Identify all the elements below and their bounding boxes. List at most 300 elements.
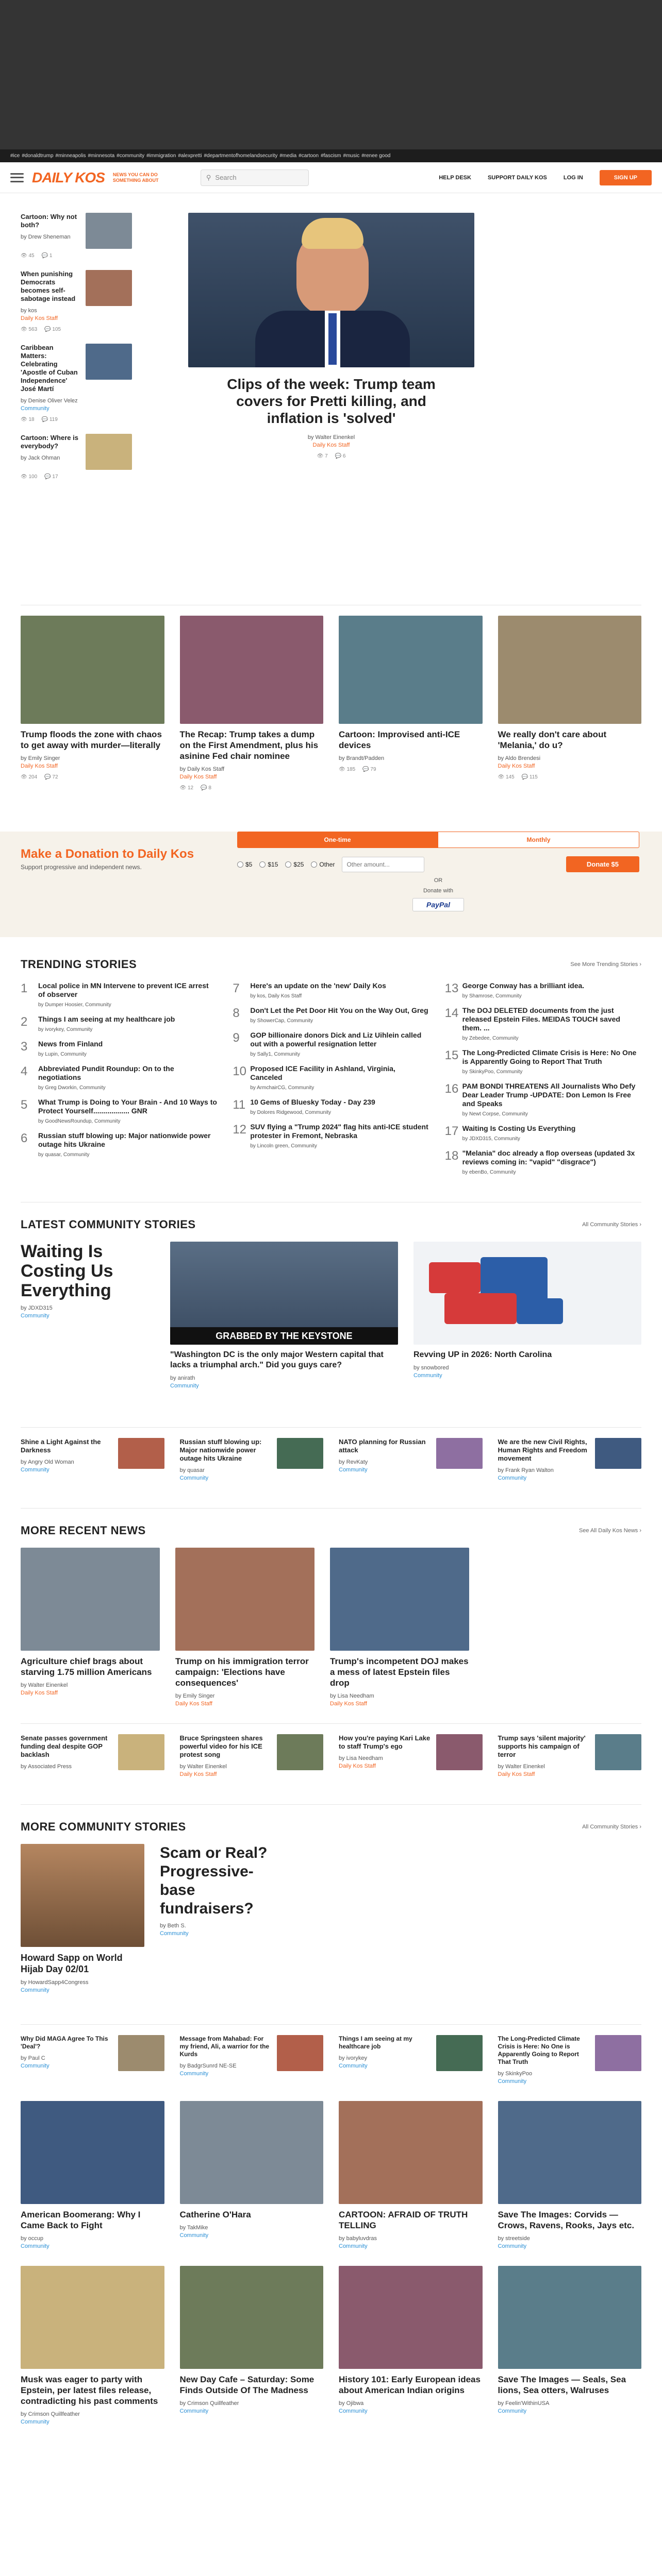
more-grid-story-title[interactable]: Catherine O'Hara	[179, 2210, 251, 2219]
trending-item-byline[interactable]: by Dumper Hoosier, Community	[38, 1002, 111, 1008]
search-input[interactable]	[201, 170, 309, 186]
left-story-author[interactable]: by Jack Ohman	[21, 455, 60, 461]
latest-small-story-image[interactable]	[595, 1438, 641, 1469]
row2-story-group[interactable]: Daily Kos Staff	[21, 763, 58, 769]
recent-small-story-image[interactable]	[595, 1734, 641, 1770]
left-story-title[interactable]: Cartoon: Why not both?	[21, 213, 77, 229]
trending-item-title[interactable]: Abbreviated Pundit Roundup: On to the negotiations	[38, 1064, 174, 1081]
more-grid-story-author[interactable]: by TakMike	[179, 2225, 208, 2231]
recent-story-title[interactable]: Trump's incompetent DOJ makes a mess of latest Epstein files drop	[330, 1656, 469, 1688]
left-story-image[interactable]	[86, 344, 132, 380]
more-grid-story[interactable]	[339, 2101, 483, 2250]
trending-see-all[interactable]: See More Trending Stories ›	[570, 961, 641, 968]
trending-item-byline[interactable]: by Lincoln green, Community	[250, 1143, 317, 1149]
trending-item[interactable]	[233, 981, 429, 1000]
paypal-button[interactable]: PayPal	[412, 898, 464, 911]
recent-story-title[interactable]: Trump on his immigration terror campaign: 'Elections have consequences'	[175, 1656, 309, 1688]
latest-mid-group[interactable]: Community	[170, 1383, 199, 1389]
trending-item-title[interactable]: SUV flying a "Trump 2024" flag hits anti-ICE student protester in Fremont, Nebraska	[250, 1123, 428, 1140]
more-grid-story-group[interactable]: Community	[21, 2419, 49, 2425]
latest-small-story-author[interactable]: by RevKaty	[339, 1459, 368, 1465]
comments-icon[interactable]: 💬 1	[41, 253, 53, 259]
trending-item-byline[interactable]: by Newt Corpse, Community	[462, 1111, 528, 1117]
radio-icon[interactable]	[237, 861, 243, 868]
more-grid-story-byline	[180, 2224, 324, 2240]
trending-item-byline[interactable]: by Lupin, Community	[38, 1052, 87, 1057]
monthly-tab[interactable]: Monthly	[438, 832, 639, 848]
recent-story-title[interactable]: Agriculture chief brags about starving 1.75 million Americans	[21, 1656, 152, 1677]
recent-small-story-image[interactable]	[277, 1734, 323, 1770]
more-list-story-author[interactable]: by Paul C	[21, 2055, 45, 2061]
more-grid-story-title[interactable]: Save The Images — Seals, Sea lions, Sea otters, Walruses	[498, 2375, 626, 2395]
trending-item[interactable]	[445, 981, 641, 1000]
row2-story-title[interactable]: Cartoon: Improvised anti-ICE devices	[339, 730, 460, 750]
more-grid-story[interactable]	[180, 2266, 324, 2426]
trending-item-byline[interactable]: by ivorykey, Community	[38, 1027, 93, 1032]
latest-small-story-byline	[339, 1459, 431, 1474]
recent-small-story-title[interactable]: How you're paying Kari Lake to staff Trump's ego	[339, 1734, 431, 1750]
trending-item-title[interactable]: What Trump is Doing to Your Brain - And 10 Ways to Protect Yourself.................. GNR	[38, 1098, 217, 1115]
trending-item-title[interactable]: Things I am seeing at my healthcare job	[38, 1015, 175, 1023]
row2-story-author[interactable]: by Brandt/Padden	[339, 755, 385, 761]
trending-item-title[interactable]: Local police in MN Intervene to prevent ICE arrest of observer	[38, 981, 209, 998]
recent-small-story-group[interactable]: Daily Kos Staff	[179, 1771, 217, 1777]
comments-icon[interactable]: 💬 17	[44, 474, 58, 480]
left-story-title[interactable]: When punishing Democrats becomes self-sabotage instead	[21, 270, 76, 302]
more-grid-story-author[interactable]: by occup	[21, 2235, 44, 2242]
donate-button[interactable]: Donate $5	[566, 856, 639, 872]
more-list-story-image[interactable]	[436, 2035, 483, 2071]
trending-item[interactable]	[21, 981, 217, 1009]
latest-small-story-title[interactable]: Shine a Light Against the Darkness	[21, 1438, 101, 1454]
trending-item-byline[interactable]: by Dolores Ridgewood, Community	[250, 1110, 332, 1115]
tag-link[interactable]: #alexpretti	[178, 153, 202, 159]
trending-column	[445, 981, 641, 1176]
row2-story-title[interactable]: We really don't care about 'Melania,' do u?	[498, 730, 607, 750]
amount-option[interactable]: $25	[285, 861, 304, 868]
more-grid-story-byline	[498, 2400, 642, 2415]
latest-small-story-group[interactable]: Community	[498, 1475, 527, 1481]
more-list-story[interactable]	[180, 2035, 324, 2086]
left-story[interactable]	[21, 434, 132, 480]
more-feature[interactable]	[21, 1844, 144, 2009]
more-list-story-image[interactable]	[277, 2035, 323, 2071]
recent-small-story-byline	[498, 1763, 590, 1778]
more-list-story-author[interactable]: by BadgrSunrd NE-SE	[179, 2063, 237, 2069]
recent-small-story-author[interactable]: by Walter Einenkel	[179, 1764, 227, 1770]
comments-icon[interactable]: 💬 115	[521, 774, 538, 780]
more-grid-story-byline	[21, 2411, 164, 2426]
latest-right-author[interactable]: by snowbored	[413, 1365, 449, 1371]
more-list-story-author[interactable]: by SkinkyPoo	[498, 2071, 533, 2077]
recent-story[interactable]	[175, 1548, 315, 1708]
row2-story-group[interactable]: Daily Kos Staff	[179, 774, 217, 780]
amount-option[interactable]: Other	[311, 861, 335, 868]
more-grid-story[interactable]	[21, 2266, 164, 2426]
more-list-story-title[interactable]: Message from Mahabad: For my friend, Ali, a warrior for the Kurds	[179, 2035, 270, 2058]
latest-small-story-byline	[180, 1467, 272, 1482]
latest-feature-title[interactable]: Waiting Is Costing Us Everything	[21, 1242, 113, 1300]
more-grid-story-group[interactable]: Community	[21, 2243, 49, 2249]
trending-item[interactable]	[445, 1124, 641, 1143]
trending-item-byline[interactable]: by Zebedee, Community	[462, 1036, 519, 1041]
left-story-image[interactable]	[86, 434, 132, 470]
more-grid-story-author[interactable]: by Crimson Quillfeather	[21, 2411, 80, 2417]
row2-story-group[interactable]: Daily Kos Staff	[498, 763, 535, 769]
latest-small-story-author[interactable]: by quasar	[179, 1467, 205, 1473]
more-grid-story-group[interactable]: Community	[498, 2408, 527, 2414]
left-story-group[interactable]: Community	[21, 405, 49, 412]
more-grid-story-title[interactable]: American Boomerang: Why I Came Back to Fight	[21, 2210, 141, 2230]
more-grid-story-image[interactable]	[21, 2266, 164, 2369]
trending-item[interactable]	[21, 1098, 217, 1125]
more-grid-story-title[interactable]: CARTOON: AFRAID OF TRUTH TELLING	[339, 2210, 468, 2230]
latest-small-story-image[interactable]	[118, 1438, 164, 1469]
trending-item[interactable]	[233, 1098, 429, 1116]
trending-item-byline[interactable]: by ebenBo, Community	[462, 1170, 516, 1175]
more-feature-author[interactable]: by HowardSapp4Congress	[21, 1979, 89, 1986]
latest-right-group[interactable]: Community	[413, 1372, 442, 1379]
more-grid-story-author[interactable]: by Ojibwa	[339, 2400, 364, 2406]
recent-story[interactable]	[21, 1548, 160, 1708]
more-grid-story-group[interactable]: Community	[339, 2408, 368, 2414]
latest-small-story[interactable]	[498, 1438, 642, 1482]
trending-item-title[interactable]: GOP billionaire donors Dick and Liz Uihlein called out with a powerful resignation letter	[250, 1031, 422, 1048]
trending-item-title[interactable]: The DOJ DELETED documents from the just released Epstein Files. MEIDAS TOUCH saved them. ...	[462, 1006, 620, 1032]
latest-small-story-group[interactable]: Community	[179, 1475, 209, 1481]
donation-subtitle: Support progressive and independent news.	[21, 863, 142, 871]
recent-small-story-author[interactable]: by Walter Einenkel	[498, 1764, 545, 1770]
more-grid-story-image[interactable]	[21, 2101, 164, 2204]
more-list-story-group[interactable]: Community	[21, 2063, 49, 2069]
site-logo[interactable]: DAILY KOS	[32, 169, 105, 185]
trending-item[interactable]	[21, 1040, 217, 1058]
trending-item[interactable]	[445, 1048, 641, 1076]
latest-small-story-group[interactable]: Community	[339, 1467, 368, 1473]
more-grid-story-author[interactable]: by Feelin'WithinUSA	[498, 2400, 550, 2406]
signup-button[interactable]: SIGN UP	[600, 170, 652, 185]
trending-item[interactable]	[233, 1006, 429, 1025]
recent-small-story-image[interactable]	[118, 1734, 164, 1770]
row2-story[interactable]	[21, 616, 164, 791]
radio-icon[interactable]	[285, 861, 291, 868]
left-story-author[interactable]: by Drew Sheneman	[21, 234, 71, 240]
radio-icon[interactable]	[311, 861, 317, 868]
more-list-story-title[interactable]: Things I am seeing at my healthcare job	[339, 2035, 412, 2050]
more-list-story-image[interactable]	[118, 2035, 164, 2071]
more-grid-story-image[interactable]	[180, 2101, 324, 2204]
more-grid-story-author[interactable]: by babyluvdras	[339, 2235, 377, 2242]
hero-image[interactable]	[188, 213, 474, 367]
latest-small-story-title[interactable]: We are the new Civil Rights, Human Rights and Freedom movement	[498, 1438, 587, 1462]
more-list-story-author[interactable]: by ivorykey	[339, 2055, 368, 2061]
latest-small-story-author[interactable]: by Frank Ryan Walton	[498, 1467, 554, 1473]
recent-story-group[interactable]: Daily Kos Staff	[21, 1690, 58, 1696]
recent-small-story-group[interactable]: Daily Kos Staff	[339, 1763, 376, 1769]
more-grid-story-author[interactable]: by streetside	[498, 2235, 530, 2242]
row2-story[interactable]	[339, 616, 483, 791]
latest-right-title[interactable]: Revving UP in 2026: North Carolina	[413, 1350, 552, 1359]
more-grid-story[interactable]	[180, 2101, 324, 2250]
latest-small-story[interactable]	[339, 1438, 483, 1482]
more-grid-story-title[interactable]: Save The Images: Corvids — Crows, Ravens, Rooks, Jays etc.	[498, 2210, 635, 2230]
recent-small-story-author[interactable]: by Lisa Needham	[339, 1755, 383, 1761]
row2-story-author[interactable]: by Emily Singer	[21, 755, 60, 761]
more-list-story-title[interactable]: The Long-Predicted Climate Crisis is Here: No One is Apparently Going to Report That Truth	[498, 2035, 580, 2065]
menu-icon[interactable]	[10, 173, 24, 182]
trending-item-byline[interactable]: by ArmchairCG, Community	[250, 1085, 315, 1091]
more-grid-story-image[interactable]	[180, 2266, 324, 2369]
more-grid-story-group[interactable]: Community	[339, 2243, 368, 2249]
more-grid-story-author[interactable]: by Crimson Quillfeather	[179, 2400, 239, 2406]
tag-link[interactable]: #ice	[10, 153, 20, 159]
comments-icon[interactable]: 💬 6	[335, 453, 346, 459]
trending-item-title[interactable]: Don't Let the Pet Door Hit You on the Way Out, Greg	[250, 1006, 428, 1014]
latest-small-story-byline	[498, 1467, 590, 1482]
more-grid-story-image[interactable]	[498, 2266, 642, 2369]
left-story-author[interactable]: by kos	[21, 308, 37, 314]
comments-icon[interactable]: 💬 79	[362, 767, 376, 772]
trending-item-title[interactable]: News from Finland	[38, 1040, 103, 1048]
left-story[interactable]	[21, 344, 132, 422]
comments-icon[interactable]: 💬 8	[201, 785, 211, 791]
trending-item-title[interactable]: George Conway has a brilliant idea.	[462, 981, 585, 990]
left-story-image[interactable]	[86, 213, 132, 249]
trending-item-title[interactable]: PAM BONDI THREATENS All Journalists Who Defy Dear Leader Trump -UPDATE: Don Lemon Is Free and Speaks	[462, 1082, 636, 1108]
trending-item-byline[interactable]: by Shamrose, Community	[462, 993, 522, 999]
more-grid-story-image[interactable]	[339, 2266, 483, 2369]
trending-item-byline[interactable]: by Greg Dworkin, Community	[38, 1085, 106, 1091]
trending-item[interactable]	[233, 1064, 429, 1092]
more-feature2-author[interactable]: by Beth S.	[160, 1923, 186, 1929]
recent-see-all[interactable]: See All Daily Kos News ›	[578, 1528, 641, 1534]
trending-rank: 12	[233, 1123, 247, 1137]
more-grid-story[interactable]	[498, 2101, 642, 2250]
left-story-image[interactable]	[86, 270, 132, 306]
latest-small-story[interactable]	[21, 1438, 164, 1482]
tag-link[interactable]: #minneapolis	[55, 153, 86, 159]
more-feature2[interactable]	[160, 1844, 284, 2009]
latest-small-story-image[interactable]	[277, 1438, 323, 1469]
comments-icon[interactable]: 💬 105	[44, 327, 61, 332]
tag-link[interactable]: #departmentofhomelandsecurity	[204, 153, 278, 159]
radio-icon[interactable]	[259, 861, 266, 868]
recent-small-story-title[interactable]: Trump says 'silent majority' supports his campaign of terror	[498, 1734, 586, 1758]
more-grid-story-group[interactable]: Community	[179, 2408, 209, 2414]
trending-item-title[interactable]: "Melania" doc already a flop overseas (updated 3x reviews coming in: "vapid" "disgrace")	[462, 1149, 635, 1166]
onetime-tab[interactable]: One-time	[237, 832, 438, 848]
trending-item-title[interactable]: Waiting Is Costing Us Everything	[462, 1124, 576, 1132]
left-story-title[interactable]: Cartoon: Where is everybody?	[21, 434, 78, 450]
search-icon: ⚲	[206, 173, 211, 181]
recent-story-byline	[175, 1692, 315, 1708]
latest-mid-image[interactable]	[170, 1242, 398, 1345]
more-feature-group[interactable]: Community	[21, 1987, 49, 1993]
left-story[interactable]	[21, 270, 132, 332]
trending-item[interactable]	[445, 1149, 641, 1176]
latest-small-story-title[interactable]: Russian stuff blowing up: Major nationwide power outage hits Ukraine	[179, 1438, 262, 1462]
recent-small-story-title[interactable]: Bruce Springsteen shares powerful video for his ICE protest song	[179, 1734, 263, 1758]
hero-title[interactable]: Clips of the week: Trump team covers for Pretti killing, and inflation is 'solved'	[227, 376, 436, 426]
more-list-story[interactable]	[21, 2035, 164, 2086]
more-see-all[interactable]: All Community Stories ›	[582, 1824, 641, 1830]
row2-story-image[interactable]	[21, 616, 164, 724]
latest-small-story[interactable]	[180, 1438, 324, 1482]
more-list-story[interactable]	[498, 2035, 642, 2086]
recent-small-story-title[interactable]: Senate passes government funding deal despite GOP backlash	[21, 1734, 108, 1758]
more-grid-story-title[interactable]: New Day Cafe – Saturday: Some Finds Outside Of The Madness	[179, 2375, 315, 2395]
more-grid-story-image[interactable]	[498, 2101, 642, 2204]
tag-link[interactable]: #music	[343, 153, 360, 159]
trending-item[interactable]	[21, 1064, 217, 1092]
tag-link[interactable]: #minnesota	[88, 153, 115, 159]
more-grid-story[interactable]	[339, 2266, 483, 2426]
other-amount-input[interactable]	[342, 857, 424, 872]
more-feature2-title[interactable]: Scam or Real? Progressive-base fundraisers?	[160, 1844, 268, 1917]
latest-feature-author[interactable]: by JDXD315	[21, 1305, 53, 1311]
recent-story-image[interactable]	[21, 1548, 160, 1651]
more-list-story-group[interactable]: Community	[179, 2071, 209, 2077]
latest-feature[interactable]	[21, 1242, 155, 1412]
trending-item-byline[interactable]: by Sally1, Community	[250, 1052, 301, 1057]
support-link[interactable]: SUPPORT DAILY KOS	[487, 174, 547, 181]
comments-icon[interactable]: 💬 119	[41, 417, 58, 422]
hero-author[interactable]: by Walter Einenkel	[307, 434, 355, 440]
row2-story-author[interactable]: by Daily Kos Staff	[179, 766, 225, 772]
latest-small-story-title[interactable]: NATO planning for Russian attack	[339, 1438, 426, 1454]
row2-story-image[interactable]	[339, 616, 483, 724]
trending-item-byline[interactable]: by ShowerCap, Community	[250, 1018, 313, 1024]
recent-small-story[interactable]	[339, 1734, 483, 1778]
left-story[interactable]	[21, 213, 132, 259]
trending-item-title[interactable]: 10 Gems of Bluesky Today - Day 239	[250, 1098, 375, 1106]
trending-item-byline[interactable]: by quasar, Community	[38, 1152, 90, 1158]
tag-bar	[0, 149, 662, 162]
recent-story-author[interactable]: by Emily Singer	[175, 1693, 215, 1699]
recent-story-author[interactable]: by Walter Einenkel	[21, 1682, 68, 1688]
amount-option[interactable]: $15	[259, 861, 278, 868]
more-grid-story-byline	[339, 2400, 483, 2415]
recent-small-story[interactable]	[180, 1734, 324, 1778]
latest-small-story-image[interactable]	[436, 1438, 483, 1469]
more-feature-title[interactable]: Howard Sapp on World Hijab Day 02/01	[21, 1953, 123, 1974]
recent-story-group[interactable]: Daily Kos Staff	[175, 1701, 212, 1707]
help-desk-link[interactable]: HELP DESK	[439, 174, 471, 181]
latest-feature-group[interactable]: Community	[21, 1313, 49, 1319]
left-story-author[interactable]: by Denise Oliver Velez	[21, 398, 78, 404]
trending-item-title[interactable]: Russian stuff blowing up: Major nationwide power outage hits Ukraine	[38, 1131, 211, 1148]
trending-item[interactable]	[445, 1082, 641, 1118]
row2-story[interactable]	[180, 616, 324, 791]
recent-story[interactable]	[330, 1548, 469, 1708]
trending-item-title[interactable]: Here's an update on the 'new' Daily Kos	[250, 981, 386, 990]
tag-link[interactable]: #community	[117, 153, 145, 159]
more-grid-story-group[interactable]: Community	[179, 2232, 209, 2239]
row2-story-title[interactable]: Trump floods the zone with chaos to get away with murder—literally	[21, 730, 162, 750]
tag-link[interactable]: #fascism	[321, 153, 341, 159]
trending-section	[21, 958, 641, 1176]
more-list-story-byline	[498, 2070, 590, 2086]
latest-mid[interactable]	[170, 1242, 398, 1412]
latest-small-story-author[interactable]: by Angry Old Woman	[21, 1459, 74, 1465]
left-story-group[interactable]: Daily Kos Staff	[21, 315, 58, 321]
more-list-story-group[interactable]: Community	[339, 2063, 368, 2069]
more-list-story-group[interactable]: Community	[498, 2078, 527, 2084]
trending-rank: 16	[444, 1082, 459, 1096]
tag-link[interactable]: #cartoon	[299, 153, 319, 159]
more-grid-story-group[interactable]: Community	[498, 2243, 527, 2249]
tag-link[interactable]: #media	[279, 153, 297, 159]
more-feature2-group[interactable]: Community	[160, 1930, 189, 1937]
row2-story-image[interactable]	[498, 616, 642, 724]
trending-item[interactable]	[233, 1123, 429, 1150]
latest-right[interactable]	[413, 1242, 641, 1412]
latest-small-story-group[interactable]: Community	[21, 1467, 49, 1473]
more-grid-story-title[interactable]: Musk was eager to party with Epstein, per latest files release, contradicting his past comments	[21, 2375, 158, 2406]
trending-item[interactable]	[21, 1131, 217, 1159]
hero-group[interactable]: Daily Kos Staff	[312, 442, 350, 448]
comments-icon[interactable]: 💬 72	[44, 774, 58, 780]
more-grid-story-title[interactable]: History 101: Early European ideas about American Indian origins	[339, 2375, 481, 2395]
row2-story-byline	[339, 755, 483, 762]
trending-item-title[interactable]: The Long-Predicted Climate Crisis is Here: No One is Apparently Going to Report That Truth	[462, 1048, 637, 1065]
story-meta	[21, 253, 132, 259]
more-grid-story[interactable]	[21, 2101, 164, 2250]
row2-story-author[interactable]: by Aldo Brendesi	[498, 755, 541, 761]
story-meta	[21, 417, 132, 422]
row2-story-image[interactable]	[180, 616, 324, 724]
recent-story-image[interactable]	[330, 1548, 469, 1651]
recent-small-story-group[interactable]: Daily Kos Staff	[498, 1771, 535, 1777]
recent-small-story-image[interactable]	[436, 1734, 483, 1770]
recent-story-image[interactable]	[175, 1548, 315, 1651]
tag-link[interactable]: #renee good	[361, 153, 391, 159]
tag-link[interactable]: #immigration	[146, 153, 176, 159]
trending-item[interactable]	[445, 1006, 641, 1042]
latest-see-all[interactable]: All Community Stories ›	[582, 1222, 641, 1228]
tag-link[interactable]: #donaldtrump	[22, 153, 54, 159]
trending-item[interactable]	[21, 1015, 217, 1033]
hero-story[interactable]	[188, 213, 474, 459]
latest-mid-author[interactable]: by anirath	[170, 1375, 195, 1381]
trending-rank: 14	[444, 1006, 459, 1020]
recent-story-author[interactable]: by Lisa Needham	[330, 1693, 374, 1699]
more-feature-image[interactable]	[21, 1844, 144, 1947]
trending-item[interactable]	[233, 1031, 429, 1058]
row2-story-title[interactable]: The Recap: Trump takes a dump on the First Amendment, plus his asinine Fed chair nominee	[179, 730, 319, 761]
trending-item-byline[interactable]: by kos, Daily Kos Staff	[250, 993, 302, 999]
latest-mid-title[interactable]: "Washington DC is the only major Western capital that lacks a triumphal arch." Did you guys care?	[170, 1350, 384, 1369]
login-link[interactable]: LOG IN	[563, 174, 583, 181]
recent-small-story-author[interactable]: by Associated Press	[21, 1764, 72, 1770]
trending-item-byline[interactable]: by SkinkyPoo, Community	[462, 1069, 523, 1075]
trending-item-byline[interactable]: by JDXD315, Community	[462, 1136, 520, 1142]
more-list-story-image[interactable]	[595, 2035, 641, 2071]
recent-story-group[interactable]: Daily Kos Staff	[330, 1701, 367, 1707]
more-list-story[interactable]	[339, 2035, 483, 2086]
recent-small-story[interactable]	[21, 1734, 164, 1778]
recent-small-story[interactable]	[498, 1734, 642, 1778]
more-grid-story[interactable]	[498, 2266, 642, 2426]
trending-item-byline[interactable]: by GoodNewsRoundup, Community	[38, 1118, 121, 1124]
more-grid-story-image[interactable]	[339, 2101, 483, 2204]
more-list-story-title[interactable]: Why Did MAGA Agree To This 'Deal'?	[21, 2035, 108, 2050]
row2-story[interactable]	[498, 616, 642, 791]
trending-item-title[interactable]: Proposed ICE Facility in Ashland, Virginia, Canceled	[250, 1064, 395, 1081]
left-story-title[interactable]: Caribbean Matters: Celebrating 'Apostle of Cuban Independence' José Martí	[21, 344, 78, 393]
amount-option[interactable]: $5	[237, 861, 252, 868]
latest-right-image[interactable]	[413, 1242, 641, 1345]
